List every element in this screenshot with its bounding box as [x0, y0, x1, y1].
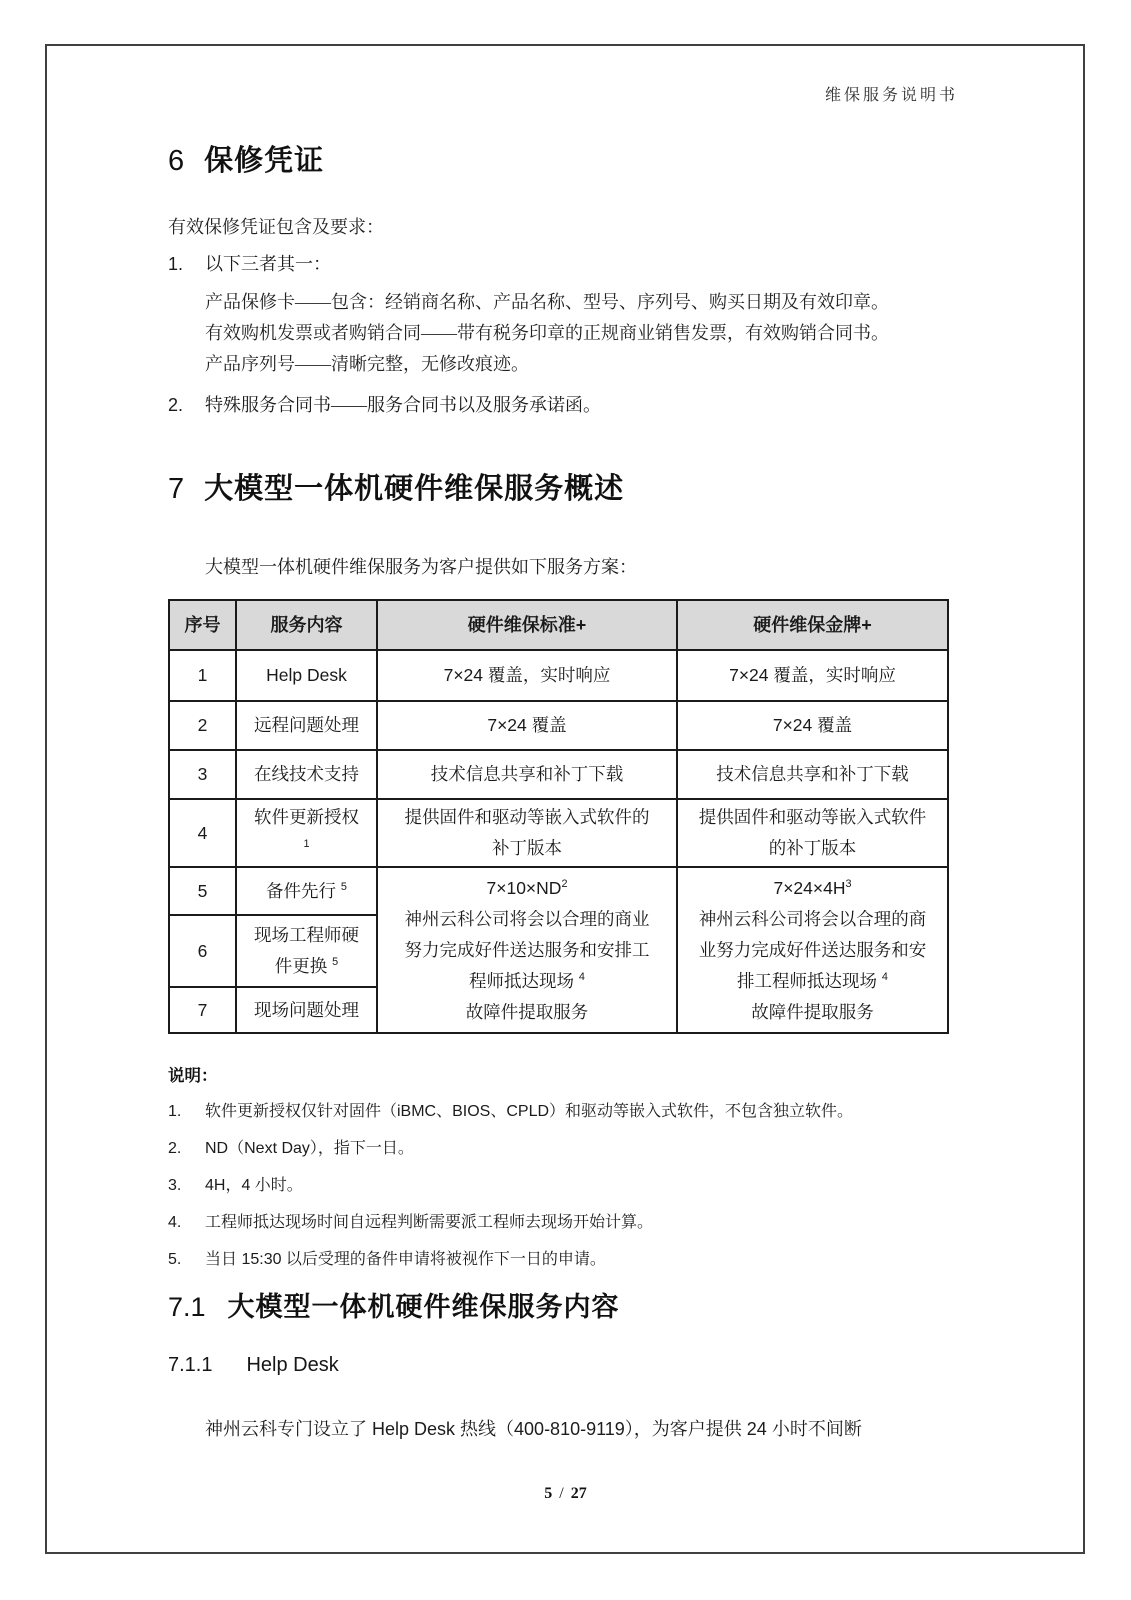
table-cell-service: 软件更新授权 $^1$: [236, 799, 377, 867]
table-cell-service: 在线技术支持: [236, 750, 377, 799]
section-7-title: 大模型一体机硬件维保服务概述: [204, 473, 625, 505]
table-cell-no: 6: [169, 915, 236, 987]
note-number: 5.: [168, 1251, 182, 1268]
table-cell-no: 4: [169, 799, 236, 867]
table-cell-standard: 技术信息共享和补丁下载: [377, 750, 677, 799]
section-6-intro: 有效保修凭证包含及要求：: [168, 217, 384, 237]
section-7-1-number: 7.1: [168, 1292, 206, 1322]
page-number-separator: /: [559, 1485, 564, 1502]
list-item-number: 1.: [168, 254, 184, 274]
table-row: [169, 701, 948, 750]
list-item-number: 2.: [168, 395, 184, 415]
note-text: 4H，4 小时。: [205, 1177, 303, 1194]
note-item: [168, 1138, 950, 1160]
notes-label: 说明：: [168, 1067, 218, 1085]
section-7-1-heading: [168, 1285, 950, 1324]
table-cell-gold: 技术信息共享和补丁下载: [677, 750, 948, 799]
note-number: 2.: [168, 1140, 182, 1157]
note-text: 当日 15:30 以后受理的备件申请将被视作下一日的申请。: [205, 1251, 606, 1268]
note-number: 4.: [168, 1214, 182, 1231]
table-cell-no: 5: [169, 867, 236, 915]
section-6-title: 保修凭证: [204, 145, 325, 177]
note-item: [168, 1249, 950, 1271]
note-text: 工程师抵达现场时间自远程判断需要派工程师去现场开始计算。: [205, 1214, 654, 1231]
list-item-text: 以下三者其一：: [205, 254, 331, 274]
table-header-cell: 序号: [169, 600, 236, 650]
list-item: [168, 251, 950, 277]
page-number: 5: [544, 1485, 553, 1502]
notes-list: [168, 1101, 950, 1271]
table-row: [169, 750, 948, 799]
note-number: 3.: [168, 1177, 182, 1194]
page-total: 27: [570, 1485, 587, 1502]
table-header-cell: 硬件维保标准+: [377, 600, 677, 650]
table-cell-standard: $7\times 10\times ND^2$ 神州云科公司将会以合理的商业 努力完成好件送达服务和安排工 程师抵达现场 $^4$ 故障件提取服务: [377, 867, 677, 1033]
table-cell-no: 7: [169, 987, 236, 1033]
list-item-subtext: 产品保修卡——包含：经销商名称、产品名称、型号、序列号、购买日期及有效印章。 有效购机发票或者购销合同——带有税务印章的正规商业销售发票，有效购销合同书。 产品序列号——清晰完整，无修改痕迹。: [205, 292, 889, 374]
table-cell-gold: $7\times 24\times 4H^3$ 神州云科公司将会以合理的商 业努力完成好件送达服务和安 排工程师抵达现场 $^4$ 故障件提取服务: [677, 867, 948, 1033]
table-cell-service: Help Desk: [236, 650, 377, 701]
table-cell-no: 1: [169, 650, 236, 701]
section-6-number: 6: [168, 145, 185, 177]
section-6-heading: [168, 138, 950, 179]
table-cell-standard: 提供固件和驱动等嵌入式软件的 补丁版本: [377, 799, 677, 867]
table-header-row: [169, 600, 948, 650]
table-cell-service: 远程问题处理: [236, 701, 377, 750]
section-6-list: [168, 251, 950, 418]
table-header-cell: 硬件维保金牌+: [677, 600, 948, 650]
section-7-number: 7: [168, 473, 185, 505]
note-text: ND（Next Day），指下一日。: [205, 1140, 414, 1157]
page-content: [168, 138, 950, 1441]
service-plan-table: [168, 599, 949, 1034]
note-number: 1.: [168, 1103, 182, 1120]
table-cell-no: 3: [169, 750, 236, 799]
list-item-text: 特殊服务合同书——服务合同书以及服务承诺函。: [205, 395, 601, 415]
table-cell-standard: 7×24 覆盖: [377, 701, 677, 750]
section-7-heading: [168, 466, 950, 507]
table-row: [169, 650, 948, 701]
table-cell-service: 现场工程师硬 件更换 $^5$: [236, 915, 377, 987]
page-footer: [0, 1485, 1131, 1503]
table-cell-standard: 7×24 覆盖，实时响应: [377, 650, 677, 701]
section-7-intro: 大模型一体机硬件维保服务为客户提供如下服务方案：: [205, 557, 637, 577]
note-item: [168, 1212, 950, 1234]
table-cell-service: 现场问题处理: [236, 987, 377, 1033]
table-row: [169, 867, 948, 915]
note-item: [168, 1175, 950, 1197]
section-7-1-1-heading: [168, 1354, 950, 1377]
table-row: [169, 799, 948, 867]
table-cell-service: 备件先行 $^5$: [236, 867, 377, 915]
section-7-1-1-number: 7.1.1: [168, 1354, 213, 1376]
section-7-1-1-title: Help Desk: [246, 1354, 339, 1376]
table-cell-no: 2: [169, 701, 236, 750]
list-item: [168, 392, 950, 418]
table-cell-gold: 7×24 覆盖: [677, 701, 948, 750]
note-text: 软件更新授权仅针对固件（iBMC、BIOS、CPLD）和驱动等嵌入式软件，不包含独立软件。: [205, 1103, 854, 1120]
table-header-cell: 服务内容: [236, 600, 377, 650]
helpdesk-paragraph: 神州云科专门设立了 Help Desk 热线（400-810-9119），为客户提供 24 小时不间断: [205, 1419, 862, 1439]
table-cell-gold: 7×24 覆盖，实时响应: [677, 650, 948, 701]
section-7-1-title: 大模型一体机硬件维保服务内容: [227, 1292, 620, 1322]
note-item: [168, 1101, 950, 1123]
running-header-doc-title: 维保服务说明书: [824, 87, 958, 104]
table-cell-gold: 提供固件和驱动等嵌入式软件 的补丁版本: [677, 799, 948, 867]
